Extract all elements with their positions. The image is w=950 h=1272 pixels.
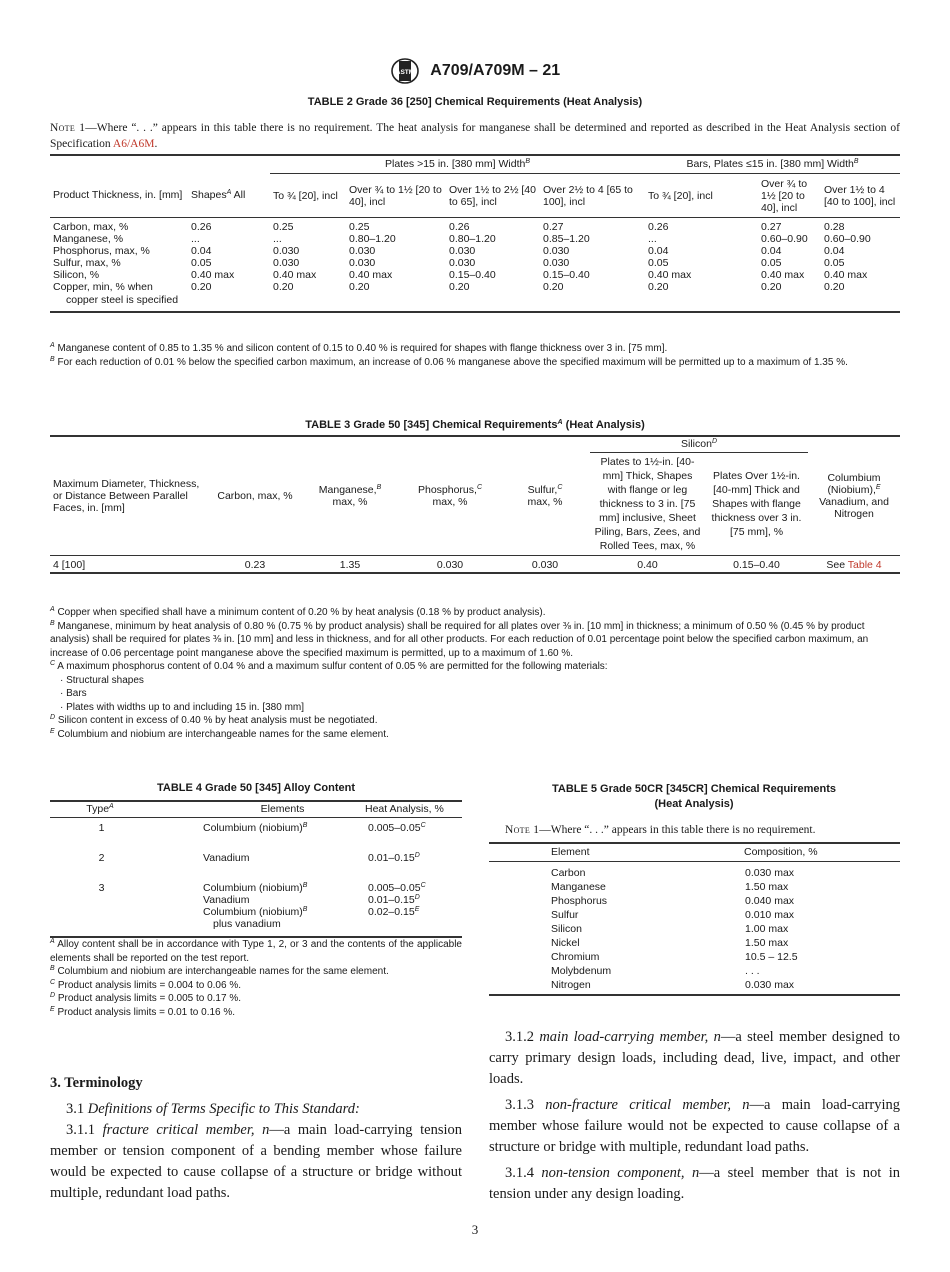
footnote: $^B$ For each reduction of 0.01 % below the specified carbon maximum, an increase of 0.06 % manganese above the specified maximum will be permitted up to a maximum of 1.35 %.: [50, 355, 848, 368]
table-cell: 0.030: [543, 257, 570, 269]
col-element: Element: [551, 846, 590, 858]
table2-footnotes: [50, 342, 900, 369]
table-cell: 0.80–1.20: [449, 233, 496, 245]
page-number: 3: [471, 1222, 479, 1237]
footnote: $^C$ A maximum phosphorus content of 0.04 % and a maximum sulfur content of 0.05 % are permitted for the following materials:: [50, 660, 608, 672]
col-bar-1: To ¾ [20], incl: [648, 189, 713, 202]
table2-note: Note 1—Where “. . .” appears in this table there is no requirement. The heat analysis for manganese shall be determined and reported as described in the Heat Analysis section of Specification A6/A6M.: [50, 122, 901, 150]
table-cell: 0.26: [449, 221, 470, 233]
footnote: $^E$ Product analysis limits = 0.01 to 0.16 %.: [50, 1005, 236, 1018]
table-row: [489, 894, 900, 908]
element-name: Nickel: [551, 937, 580, 949]
element-name: Carbon: [551, 867, 586, 879]
composition-value: 1.50 max: [745, 937, 789, 949]
col-thickness-header: Product Thickness, in. [mm]: [53, 189, 183, 202]
table-cell: 0.030: [543, 245, 570, 257]
table2: [50, 154, 900, 313]
col-plate-1: To ¾ [20], incl: [273, 189, 338, 202]
row-label: Phosphorus, max, %: [53, 245, 150, 257]
table-cell: ...: [648, 233, 657, 245]
table-row: 3 Columbium (niobium)$^B$ Vanadium Columbium (niobium)$^B$ plus vanadium $0.005-0.05^C$ $0.01-0.15^D$ $0.02-0.15^E$: [50, 882, 462, 937]
table-row: [50, 257, 900, 269]
svg-text:ASTM: ASTM: [395, 69, 415, 76]
footnote: $^E$ Columbium and niobium are interchangeable names for the same element.: [50, 727, 389, 740]
table-cell: 0.04: [648, 245, 669, 257]
bullet-item: · Bars: [60, 688, 87, 699]
page-header: [0, 58, 950, 84]
table-row: 4 [100] 0.23 1.35 0.030 0.030 0.40 0.15–0.40 See Table 4: [50, 556, 900, 574]
table4-link[interactable]: Table 4: [847, 559, 882, 571]
table-cell: ...: [273, 233, 282, 245]
table3: [50, 435, 900, 574]
table-cell: 0.030: [273, 257, 300, 269]
col-silicon-plates-thick: Plates Over 1½-in. [40-mm] Thick and Shapes with flange thickness over 3 in. [75 mm], %: [705, 453, 808, 556]
col-silicon-plates-thin: Plates to 1½-in. [40-mm] Thick, Shapes with flange or leg thickness to 3 in. [75 mm] inclusive, Sheet Piling, Bars, Zees, and Rolled Tees, max, %: [590, 453, 705, 556]
left-column-text: [50, 1099, 462, 1204]
col-carbon: Carbon, max, %: [210, 436, 300, 556]
row-label: Sulfur, max, %: [53, 257, 121, 269]
table3-title: TABLE 3 Grade 50 [345] Chemical Requirements$^A$ (Heat Analysis): [305, 419, 645, 431]
table-row: [489, 964, 900, 978]
table5: [489, 842, 900, 996]
table-cell: 0.28: [824, 221, 845, 233]
table-cell: 0.25: [273, 221, 294, 233]
table-cell: 0.27: [761, 221, 782, 233]
composition-value: 1.50 max: [745, 881, 789, 893]
paragraph-3-1-3: 3.1.3 non-fracture critical member, n—a main load-carrying member whose failure would not be expected to cause collapse of a structure or bridge with multiple, redundant load paths.: [489, 1097, 901, 1155]
footnote: $^D$ Product analysis limits = 0.005 to 0.17 %.: [50, 992, 241, 1004]
table-row: [489, 936, 900, 950]
table-row: 2 Vanadium $0.01-0.15^D$: [98, 851, 420, 864]
table-cell: 0.030: [349, 257, 376, 269]
element-name: Silicon: [551, 923, 582, 935]
element-name: Manganese: [551, 881, 606, 893]
col-composition: Composition, %: [744, 846, 818, 858]
element-name: Molybdenum: [551, 965, 612, 977]
table-row: [489, 880, 900, 894]
table-row: [50, 218, 900, 234]
table5-note: Note 1—Where “. . .” appears in this table there is no requirement.: [505, 824, 816, 836]
table-cell: 0.26: [191, 221, 212, 233]
col-bar-2: Over ¾ to 1½ [20 to 40], incl: [761, 177, 808, 214]
spec-link-a6[interactable]: A6/A6M: [112, 138, 155, 150]
table-cell: 0.85–1.20: [543, 233, 590, 245]
table-cell: 0.40 max: [648, 269, 692, 281]
table-cell: 0.030: [449, 245, 476, 257]
table-cell: 0.15–0.40: [449, 269, 496, 281]
row-label: Carbon, max, %: [53, 221, 129, 233]
col-plate-3: Over 1½ to 2½ [40 to 65], incl: [449, 183, 536, 208]
col-shapes-header: Shapes$^A$ All: [191, 189, 246, 202]
footnote: $^C$ Product analysis limits = 0.004 to 0.06 %.: [50, 978, 241, 991]
paragraph-3-1: 3.1 Definitions of Terms Specific to This Standard:: [66, 1101, 360, 1117]
table-cell: 0.40 max: [273, 269, 317, 281]
composition-value: 0.030 max: [745, 867, 795, 879]
silicon-group-header: Silicon$^D$: [590, 436, 808, 453]
col-phosphorus: Phosphorus,$^C$ max, %: [400, 436, 500, 556]
col-bar-3: Over 1½ to 4 [40 to 100], incl: [824, 183, 896, 208]
table-cell: 0.20: [543, 281, 564, 293]
table-cell: 0.20: [449, 281, 470, 293]
element-name: Nitrogen: [551, 979, 591, 991]
table-cell: ...: [191, 233, 200, 245]
table2-title: TABLE 2 Grade 36 [250] Chemical Requirements (Heat Analysis): [307, 96, 643, 108]
composition-value: 10.5 – 12.5: [745, 951, 798, 963]
table-cell: 0.27: [543, 221, 564, 233]
right-column-text: [489, 1027, 900, 1205]
table5-body: [489, 862, 900, 996]
table4-footnotes: [50, 938, 462, 1019]
table-cell: 0.05: [824, 257, 845, 269]
table-cell: 0.20: [761, 281, 782, 293]
composition-value: 0.040 max: [745, 895, 795, 907]
table-cell: 0.26: [648, 221, 669, 233]
col-plate-4: Over 2½ to 4 [65 to 100], incl: [543, 183, 633, 208]
footnote: $^A$ Copper when specified shall have a minimum content of 0.20 % by heat analysis (0.18 % by product analysis).: [50, 606, 546, 618]
col-plate-2: Over ¾ to 1½ [20 to 40], incl: [349, 183, 442, 208]
table-cell: 0.40 max: [349, 269, 393, 281]
astm-logo: [390, 58, 420, 84]
table-row: 1 Columbium (niobium)$^B$ $0.005-0.05^C$: [98, 822, 426, 834]
table-row: [489, 862, 900, 881]
element-name: Sulfur: [551, 909, 579, 921]
footnote: $^A$ Manganese content of 0.85 to 1.35 % and silicon content of 0.15 to 0.40 % is required for shapes with flange thickness over 3 in. [75 mm].: [50, 342, 668, 354]
table-cell: 0.20: [824, 281, 845, 293]
paragraph-3-1-1: 3.1.1 fracture critical member, n—a main load-carrying tension member or tension component of a bending member whose failure would be expected to cause collapse of a structure or bridge without multiple, redundant load paths.: [50, 1122, 462, 1201]
table-cell: 0.40 max: [761, 269, 805, 281]
paragraph-3-1-2: 3.1.2 main load-carrying member, n—a steel member designed to carry primary design loads, including dead, live, impact, and other loads.: [489, 1029, 900, 1087]
composition-value: 0.030 max: [745, 979, 795, 991]
col-heat-analysis: Heat Analysis, %: [365, 803, 444, 815]
group-plates-header: Plates >15 in. [380 mm] Width$^B$: [270, 155, 645, 174]
composition-value: . . .: [745, 965, 760, 977]
table-cell: 0.40 max: [191, 269, 235, 281]
table-row: [50, 233, 900, 245]
document-id: A709/A709M – 21: [430, 62, 561, 79]
col-type: Type$^A$: [86, 803, 114, 815]
composition-value: 0.010 max: [745, 909, 795, 921]
table-cell: 0.04: [191, 245, 212, 257]
table-cell: 0.030: [349, 245, 376, 257]
footnote: $^D$ Silicon content in excess of 0.40 % by heat analysis must be negotiated.: [50, 714, 378, 726]
table-cell: 0.05: [761, 257, 782, 269]
element-name: Chromium: [551, 951, 600, 963]
table-cell: 0.20: [349, 281, 370, 293]
table-cell: 0.60–0.90: [824, 233, 871, 245]
row-label: Manganese, %: [53, 233, 124, 245]
table-cell: 0.04: [761, 245, 782, 257]
table-cell: 0.15–0.40: [543, 269, 590, 281]
note-label: Note 1: [50, 122, 86, 134]
table-cell: 0.04: [824, 245, 845, 257]
table-row: [489, 908, 900, 922]
table3-footnotes: [50, 606, 900, 741]
table-cell: 0.40 max: [824, 269, 868, 281]
table-cell: 0.20: [191, 281, 212, 293]
col-sulfur: Sulfur,$^C$ max, %: [500, 436, 590, 556]
table-cell: 0.030: [273, 245, 300, 257]
table-cell: 0.60–0.90: [761, 233, 808, 245]
footnote: $^A$ Alloy content shall be in accordance with Type 1, 2, or 3 and the contents of the applicable elements shall be reported on the test report.: [50, 938, 462, 964]
section-heading: 3. Terminology: [50, 1075, 143, 1091]
table-cell: 0.030: [449, 257, 476, 269]
element-name: Phosphorus: [551, 895, 608, 907]
bullet-item: · Plates with widths up to and including 15 in. [380 mm]: [60, 701, 305, 713]
table-cell: 0.20: [648, 281, 669, 293]
table5-title: TABLE 5 Grade 50CR [345CR] Chemical Requirements (Heat Analysis): [551, 783, 837, 810]
table-row: [50, 269, 900, 281]
col-columbium: Columbium (Niobium),$^E$ Vanadium, and Nitrogen: [808, 436, 900, 556]
table4: [50, 800, 462, 938]
col-elements: Elements: [260, 803, 305, 815]
table-cell: 0.25: [349, 221, 370, 233]
table-row: [489, 950, 900, 964]
row-label: Copper, min, % when copper steel is specified: [53, 281, 179, 306]
table-cell: 0.20: [273, 281, 294, 293]
table-row: [489, 922, 900, 936]
group-bars-header: Bars, Plates ≤15 in. [380 mm] Width$^B$: [645, 155, 900, 174]
table-cell: 0.80–1.20: [349, 233, 396, 245]
table-cell: 0.05: [191, 257, 212, 269]
table-row: [50, 245, 900, 257]
col-manganese: Manganese,$^B$ max, %: [300, 436, 400, 556]
table2-body: [50, 218, 900, 313]
paragraph-3-1-4: 3.1.4 non-tension component, n—a steel member that is not in tension under any design loading.: [489, 1165, 900, 1202]
footnote: $^B$ Manganese, minimum by heat analysis of 0.80 % (0.75 % by product analysis) shall be required for all plates over ⅜ in. [10 mm] in thickness; a minimum of 0.50 % (0.45 % by product analysis) shall be required for plates ⅜ in. [10 mm] and less in thickness, and for all other products. For each reduction of 0.01 percentage point below the specified carbon maximum, an increase of 0.06 percentage point manganese above the specified maximum is permitted, up to a maximum of 1.60 %.: [50, 619, 869, 659]
table-cell: 0.05: [648, 257, 669, 269]
table4-title: TABLE 4 Grade 50 [345] Alloy Content: [156, 782, 356, 794]
row-label: Silicon, %: [53, 269, 100, 281]
note-text: —Where “. . .” appears in this table there is no requirement. The heat analysis for manganese shall be determined and reported as described in the Heat Analysis section of Specification: [50, 122, 901, 150]
col-max-diameter: Maximum Diameter, Thickness, or Distance Between Parallel Faces, in. [mm]: [50, 436, 210, 556]
footnote: $^B$ Columbium and niobium are interchangeable names for the same element.: [50, 965, 389, 977]
bullet-item: · Structural shapes: [60, 674, 144, 686]
composition-value: 1.00 max: [745, 923, 789, 935]
table-row: [489, 978, 900, 995]
table-row: [50, 281, 900, 312]
